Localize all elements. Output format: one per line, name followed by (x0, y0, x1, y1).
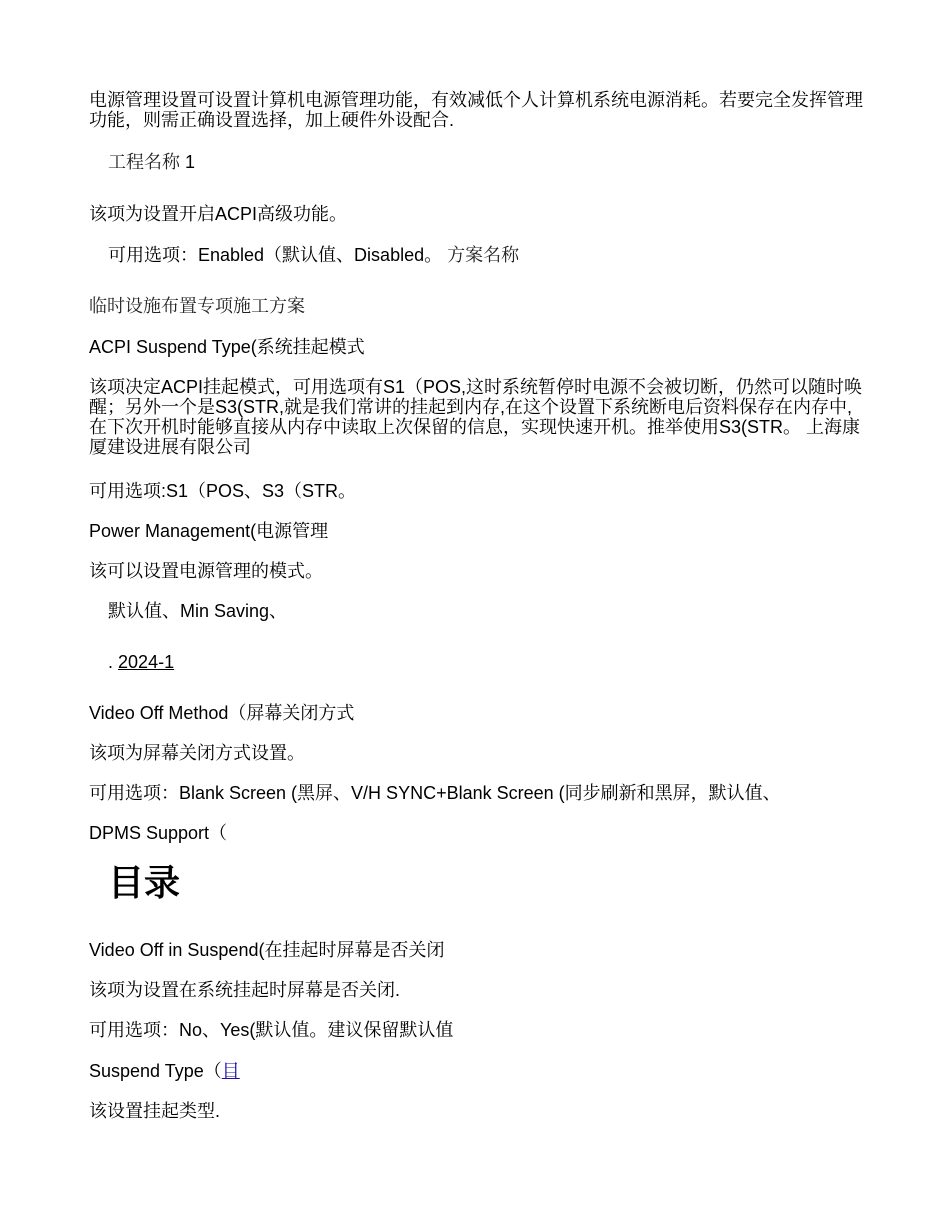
company-name: 上海康厦建设进展有限公司 (89, 417, 861, 457)
video-off-method-description: 该项为屏幕关闭方式设置。 (89, 743, 305, 763)
date-prefix: . (108, 652, 114, 672)
acpi-description: 该项为设置开启ACPI高级功能。 (89, 204, 348, 224)
suspend-type-line (89, 1061, 869, 1081)
video-off-method-options: 可用选项：Blank Screen (黑屏、V/H SYNC+Blank Screen (同步刷新和黑屏，默认值、 (89, 783, 781, 803)
video-off-method-title: Video Off Method（屏幕关闭方式 (89, 703, 355, 723)
project-label: 工程名称 (108, 152, 180, 172)
video-off-in-suspend-title: Video Off in Suspend(在挂起时屏幕是否关闭 (89, 940, 445, 960)
acpi-options: 可用选项：Enabled（默认值、Disabled。 (108, 245, 443, 265)
suspend-type-title: Suspend Type（ (89, 1061, 222, 1081)
toc-heading: 目录 (108, 863, 181, 904)
acpi-suspend-type-options: 可用选项:S1（POS、S3（STR。 (89, 481, 357, 501)
scheme-label: 方案名称 (447, 245, 520, 265)
acpi-options-line (108, 245, 888, 265)
project-value: 1 (185, 152, 196, 172)
date-line (108, 652, 888, 672)
power-management-description: 该可以设置电源管理的模式。 (89, 561, 323, 581)
suspend-type-desc: 该项决定ACPI挂起模式，可用选项有S1（POS,这时系统暂停时电源不会被切断，仍然可以随时唤醒；另外一个是S3(STR,就是我们常讲的挂起到内存,在这个设置下系统断电后资料保存在内存中,在下次开机时能够直接从内存中读取上次保留的信息，实现快速开机。推举使用S3(STR。 (89, 377, 863, 437)
dpms-support: DPMS Support（ (89, 823, 228, 843)
acpi-suspend-type-description (89, 377, 869, 457)
power-management-title: Power Management(电源管理 (89, 521, 329, 541)
suspend-type-description: 该设置挂起类型. (89, 1101, 221, 1121)
date-value: 2024-1 (118, 652, 175, 672)
scheme-value: 临时设施布置专项施工方案 (89, 296, 305, 316)
toc-link[interactable]: 目 (221, 1061, 240, 1081)
intro-paragraph: 电源管理设置可设置计算机电源管理功能，有效减低个人计算机系统电源消耗。若要完全发挥管理功能，则需正确设置选择，加上硬件外设配合. (89, 90, 863, 130)
power-management-options: 默认值、Min Saving、 (108, 601, 288, 621)
video-off-in-suspend-options: 可用选项：No、Yes(默认值。建议保留默认值 (89, 1020, 454, 1040)
project-line (108, 152, 888, 172)
video-off-in-suspend-description: 该项为设置在系统挂起时屏幕是否关闭. (89, 980, 400, 1000)
acpi-suspend-type-title: ACPI Suspend Type(系统挂起模式 (89, 337, 365, 357)
